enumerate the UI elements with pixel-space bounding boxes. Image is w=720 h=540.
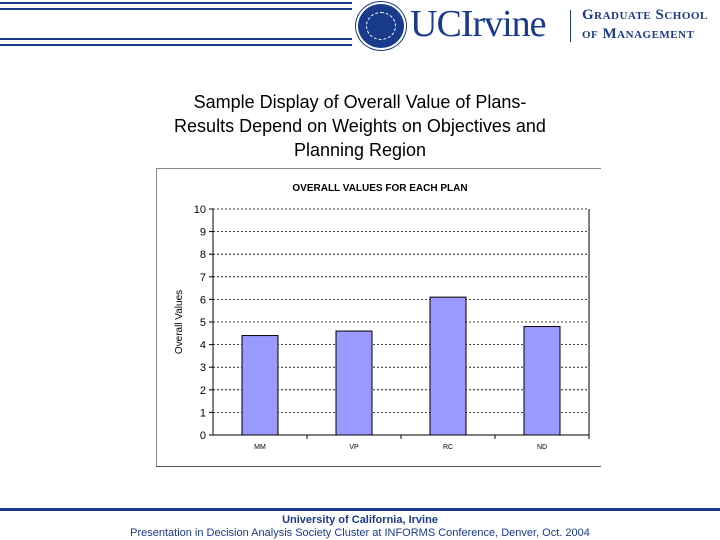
header-rule bbox=[0, 38, 352, 40]
y-tick-label: 9 bbox=[199, 226, 206, 239]
y-tick-label: 6 bbox=[199, 294, 206, 307]
y-tick-label: 5 bbox=[199, 317, 206, 329]
chart-container bbox=[156, 168, 601, 467]
x-tick-label: MM bbox=[254, 444, 266, 451]
school-name-line2: of Management bbox=[582, 26, 695, 42]
bars bbox=[242, 297, 560, 435]
uci-seal-icon bbox=[356, 2, 406, 50]
y-tick-label: 3 bbox=[199, 362, 206, 375]
footer-conference: Presentation in Decision Analysis Society Cluster at INFORMS Conference, Denver, Oct. 2004 bbox=[130, 527, 590, 539]
x-tick-label: RC bbox=[442, 444, 454, 451]
bar-nd bbox=[524, 327, 560, 435]
y-tick-label: 7 bbox=[199, 271, 206, 284]
logo-divider bbox=[570, 10, 571, 42]
y-tick-label: 0 bbox=[199, 430, 206, 442]
uci-logo-text: UCIrvine bbox=[410, 3, 546, 45]
slide-title bbox=[130, 90, 590, 162]
slide-title-line2: Results Depend on Weights on Objectives and bbox=[174, 116, 546, 136]
y-axis-label: Overall Values bbox=[174, 289, 185, 355]
slide-title-line3: Planning Region bbox=[293, 140, 427, 160]
header-rule bbox=[0, 44, 352, 46]
header-rule bbox=[0, 8, 352, 10]
bar-vp bbox=[336, 331, 372, 435]
y-tick-label: 1 bbox=[199, 407, 206, 420]
x-tick-label: VP bbox=[349, 444, 359, 451]
y-tick-label: 8 bbox=[199, 249, 206, 262]
header-rule bbox=[0, 2, 352, 4]
y-tick-label: 2 bbox=[199, 384, 206, 397]
bar-chart bbox=[157, 169, 601, 466]
bar-mm bbox=[242, 336, 278, 435]
footer-rule bbox=[0, 508, 720, 511]
bar-rc bbox=[430, 297, 466, 435]
y-tick-label: 4 bbox=[199, 339, 206, 352]
footer-university: University of California, Irvine bbox=[282, 514, 438, 526]
school-name-line1: Graduate School bbox=[582, 7, 708, 23]
slide-title-line1: Sample Display of Overall Value of Plans- bbox=[193, 92, 527, 112]
y-tick-label: 10 bbox=[193, 204, 206, 216]
chart-title: OVERALL VALUES FOR EACH PLAN bbox=[292, 183, 468, 194]
header-banner bbox=[0, 0, 720, 48]
x-tick-label: ND bbox=[536, 444, 548, 451]
